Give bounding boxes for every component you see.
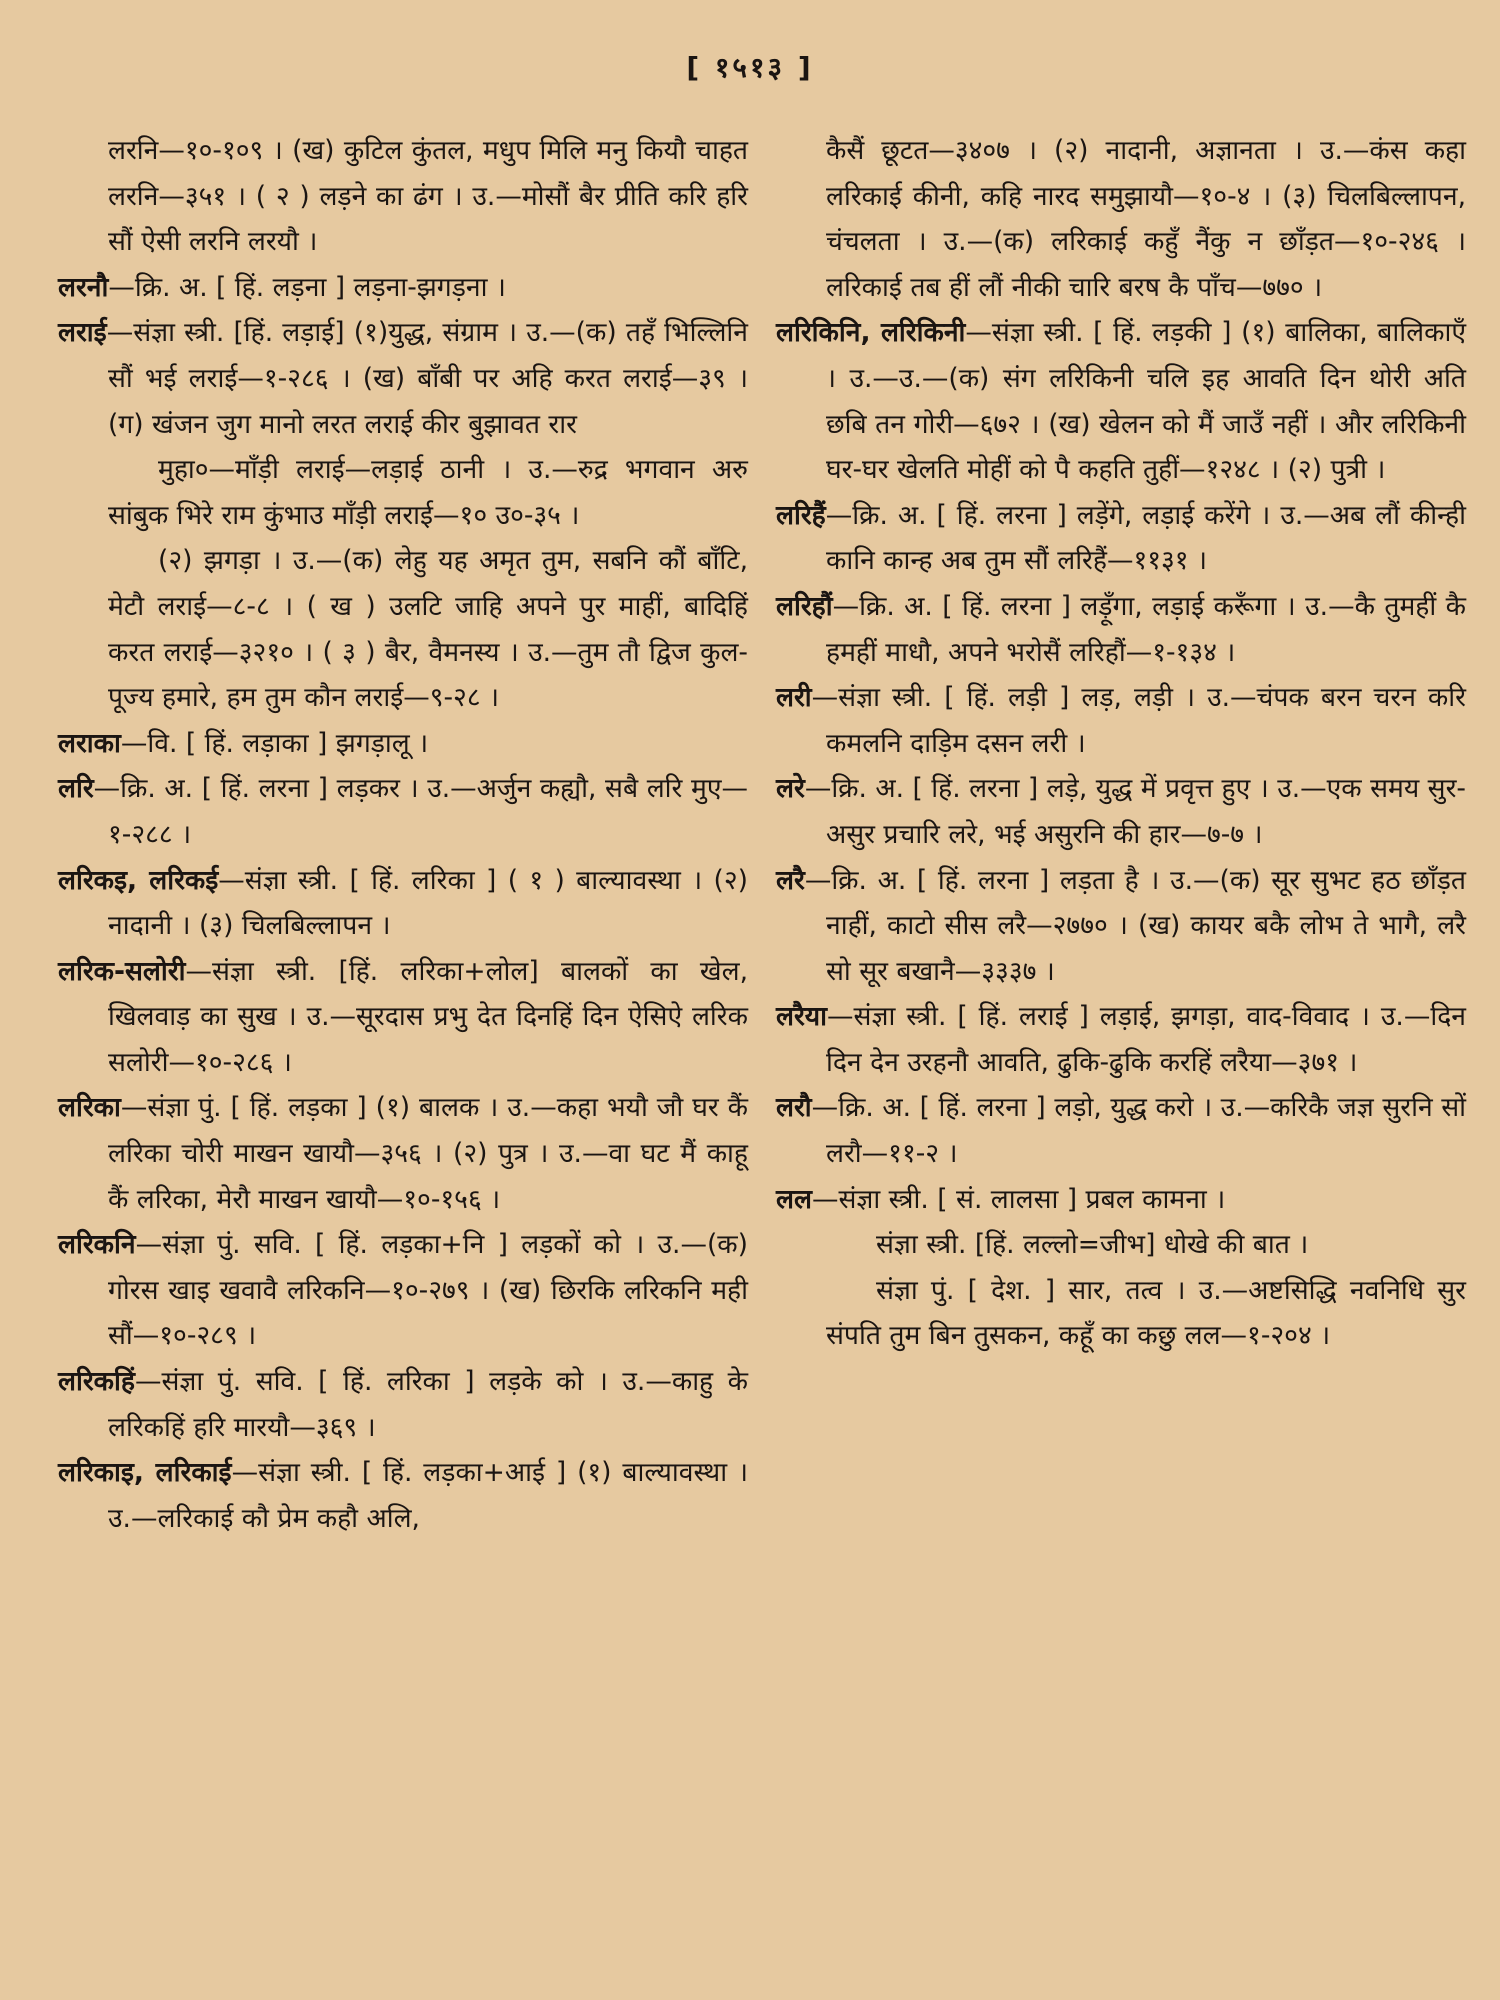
entry-text: —क्रि. अ. [ हिं. लरना ] लड़ता है । उ.—(क) सूर सुभट हठ छाँड़त नाहीं, काटो सीस लरै—२७७० । (ख) कायर बकै लोभ ते भागै, लरै सो सूर बखानै—३३३७ ।: [804, 864, 1466, 987]
dictionary-entry: [58, 538, 748, 720]
page-number: [ १५१३ ]: [686, 51, 814, 84]
dictionary-entry: [776, 128, 1466, 310]
dictionary-entry: [58, 721, 748, 767]
dictionary-entry: [58, 447, 748, 538]
entry-headword: लरिकनि: [58, 1229, 136, 1261]
dictionary-entry: [58, 1359, 748, 1450]
entry-text: कैसैं छूटत—३४०७ । (२) नादानी, अज्ञानता । उ.—कंस कहा लरिकाई कीनी, कहि नारद समुझायौ—१०-४ । (३) चिलबिल्लापन, चंचलता । उ.—(क) लरिकाई कहुँ नैंकु न छाँड़त—१०-२४६ । लरिकाई तब हीं लौं नीकी चारि बरष कै पाँच—७७० ।: [826, 135, 1466, 303]
entry-text: —क्रि. अ. [ हिं. लरना ] लड़ूँगा, लड़ाई करूँगा । उ.—कै तुमहीं कै हमहीं माधौ, अपने भरोसैं लरिहौं—१-१३४ ।: [826, 590, 1466, 668]
entry-headword: लरौ: [776, 1092, 812, 1124]
entry-text: —संज्ञा स्त्री. [ हिं. लड़ी ] लड़, लड़ी । उ.—चंपक बरन चरन करि कमलनि दाड़िम दसन लरी ।: [811, 682, 1466, 759]
entry-text: —संज्ञा स्त्री. [ सं. लालसा ] प्रबल कामना ।: [811, 1183, 1226, 1215]
entry-headword: लरिहौं: [776, 590, 833, 622]
dictionary-entry: [58, 128, 748, 265]
entry-headword: लरै: [776, 864, 805, 896]
dictionary-entry: [776, 1085, 1466, 1176]
dictionary-entry: [776, 493, 1466, 584]
entry-text: —क्रि. अ. [ हिं. लरना ] लड़ो, युद्ध करो । उ.—करिकै जज्ञ सुरनि सों लरौ—११-२ ।: [811, 1092, 1466, 1170]
entry-text: —क्रि. अ. [ हिं. लरना ] लड़कर । उ.—अर्जुन कह्यौ, सबै लरि मुए—१-२८८ ।: [93, 773, 748, 850]
dictionary-entry: [776, 1177, 1466, 1223]
entry-text: —संज्ञा पुं. सवि. [ हिं. लरिका ] लड़के को । उ.—काहु के लरिकहिं हरि मारयौ—३६९ ।: [108, 1366, 748, 1443]
dictionary-entry: [58, 1450, 748, 1541]
entry-text: —क्रि. अ. [ हिं. लरना ] लड़ेंगे, लड़ाई करेंगे । उ.—अब लौं कीन्ही कानि कान्ह अब तुम सौं लरिहैं—११३१ ।: [825, 499, 1466, 577]
dictionary-entry: [58, 1222, 748, 1359]
dictionary-entry: [776, 858, 1466, 995]
entry-text: —संज्ञा पुं. सवि. [ हिं. लड़का+नि ] लड़कों को । उ.—(क) गोरस खाइ खवावै लरिकनि—१०-२७९ । (ख) छिरकि लरिकनि मही सौं—१०-२८९ ।: [108, 1229, 748, 1352]
right-column: [776, 128, 1466, 1359]
entry-headword: लरि: [58, 773, 94, 805]
dictionary-entry: [58, 858, 748, 949]
entry-headword: लरिकाइ, लरिकाई: [58, 1457, 232, 1489]
dictionary-entry: [58, 766, 748, 857]
dictionary-entry: [776, 1222, 1466, 1268]
entry-text: —क्रि. अ. [ हिं. लड़ना ] लड़ना-झगड़ना ।: [108, 271, 506, 303]
entry-text: लरनि—१०-१०९ । (ख) कुटिल कुंतल, मधुप मिलि मनु कियौ चाहत लरनि—३५१ । ( २ ) लड़ने का ढंग । उ.—मोसौं बैर प्रीति करि हरि सौं ऐसी लरनि लरयौ ।: [108, 135, 748, 258]
entry-headword: लरी: [776, 682, 812, 714]
dictionary-entry: [58, 265, 748, 311]
dictionary-entry: [58, 949, 748, 1086]
dictionary-entry: [776, 1268, 1466, 1359]
dictionary-entry: [776, 994, 1466, 1085]
dictionary-entry: [776, 310, 1466, 492]
entry-text: —संज्ञा पुं. [ हिं. लड़का ] (१) बालक । उ.—कहा भयौ जौ घर कैं लरिका चोरी माखन खायौ—३५६ । (२) पुत्र । उ.—वा घट मैं काहू कैं लरिका, मेरौ माखन खायौ—१०-१५६ ।: [108, 1092, 748, 1215]
entry-headword: लरनौ: [58, 271, 109, 303]
entry-headword: लरिकहिं: [58, 1366, 135, 1398]
entry-headword: लरे: [776, 773, 805, 805]
entry-headword: लरैया: [776, 1001, 828, 1033]
entry-text: —संज्ञा स्त्री. [हिं. लड़ाई] (१)युद्ध, संग्राम । उ.—(क) तहँ भिल्लिनि सौं भई लराई—१-२८६ । (ख) बाँबी पर अहि करत लराई—३९ । (ग) खंजन जुग मानो लरत लराई कीर बुझावत रार: [106, 317, 748, 440]
dictionary-entry: [776, 584, 1466, 675]
dictionary-entry: [58, 310, 748, 447]
entry-text: संज्ञा पुं. [ देश. ] सार, तत्व । उ.—अष्टसिद्धि नवनिधि सुर संपति तुम बिन तुसकन, कहूँ का कछु लल—१-२०४ ।: [826, 1274, 1466, 1352]
entry-headword: लराई: [58, 317, 107, 349]
entry-headword: लल: [776, 1183, 812, 1215]
entry-text: संज्ञा स्त्री. [हिं. लल्लो=जीभ] धोखे की बात ।: [876, 1229, 1309, 1261]
entry-headword: लराका: [58, 727, 121, 759]
entry-text: —संज्ञा स्त्री. [हिं. लरिका+लोल] बालकों का खेल, खिलवाड़ का सुख । उ.—सूरदास प्रभु देत दिनहिं दिन ऐसिऐ लरिक सलोरी—१०-२८६ ।: [108, 955, 748, 1078]
entry-text: —संज्ञा स्त्री. [ हिं. लराई ] लड़ाई, झगड़ा, वाद-विवाद । उ.—दिन दिन देन उरहनौ आवति, ढुकि-ढुकि करहिं लरैया—३७१ ।: [826, 1001, 1466, 1078]
entry-text: (२) झगड़ा । उ.—(क) लेहु यह अमृत तुम, सबनि कौं बाँटि, मेटौ लराई—८-८ । ( ख ) उलटि जाहि अपने पुर माहीं, बादिहिं करत लराई—३२१० । ( ३ ) बैर, वैमनस्य । उ.—तुम तौ द्विज कुल-पूज्य हमारे, हम तुम कौन लराई—९-२८ ।: [108, 545, 748, 714]
entry-text: —संज्ञा स्त्री. [ हिं. लड़की ] (१) बालिका, बालिकाएँ । उ.—उ.—(क) संग लरिकिनी चलि इह आवति दिन थोरी अति छबि तन गोरी—६७२ । (ख) खेलन को मैं जाउँ नहीं । और लरिकिनी घर-घर खेलति मोहीं को पै कहति तुहीं—१२४८ । (२) पुत्री ।: [826, 317, 1466, 486]
left-column: [58, 128, 748, 1541]
entry-headword: लरिकइ, लरिकई: [58, 864, 219, 896]
entry-text: मुहा०—माँड़ी लराई—लड़ाई ठानी । उ.—रुद्र भगवान अरु सांबुक भिरे राम कुंभाउ माँड़ी लराई—१० उ०-३५ ।: [108, 454, 748, 531]
entry-headword: लरिहैं: [776, 499, 826, 531]
entry-text: —संज्ञा स्त्री. [ हिं. लड़का+आई ] (१) बाल्यावस्था । उ.—लरिकाई कौ प्रेम कहौ अलि,: [108, 1457, 748, 1534]
entry-headword: लरिक-सलोरी: [58, 955, 186, 987]
entry-text: —वि. [ हिं. लड़ाका ] झगड़ालू ।: [120, 727, 429, 759]
entry-headword: लरिका: [58, 1092, 121, 1124]
dictionary-entry: [58, 1085, 748, 1222]
entry-text: —संज्ञा स्त्री. [ हिं. लरिका ] ( १ ) बाल्यावस्था । (२) नादानी । (३) चिलबिल्लापन ।: [108, 864, 748, 942]
dictionary-entry: [776, 675, 1466, 766]
entry-headword: लरिकिनि, लरिकिनी: [776, 317, 966, 349]
entry-text: —क्रि. अ. [ हिं. लरना ] लड़े, युद्ध में प्रवृत्त हुए । उ.—एक समय सुर-असुर प्रचारि लरे, भई असुरनि की हार—७-७ ।: [804, 773, 1466, 850]
dictionary-entry: [776, 766, 1466, 857]
